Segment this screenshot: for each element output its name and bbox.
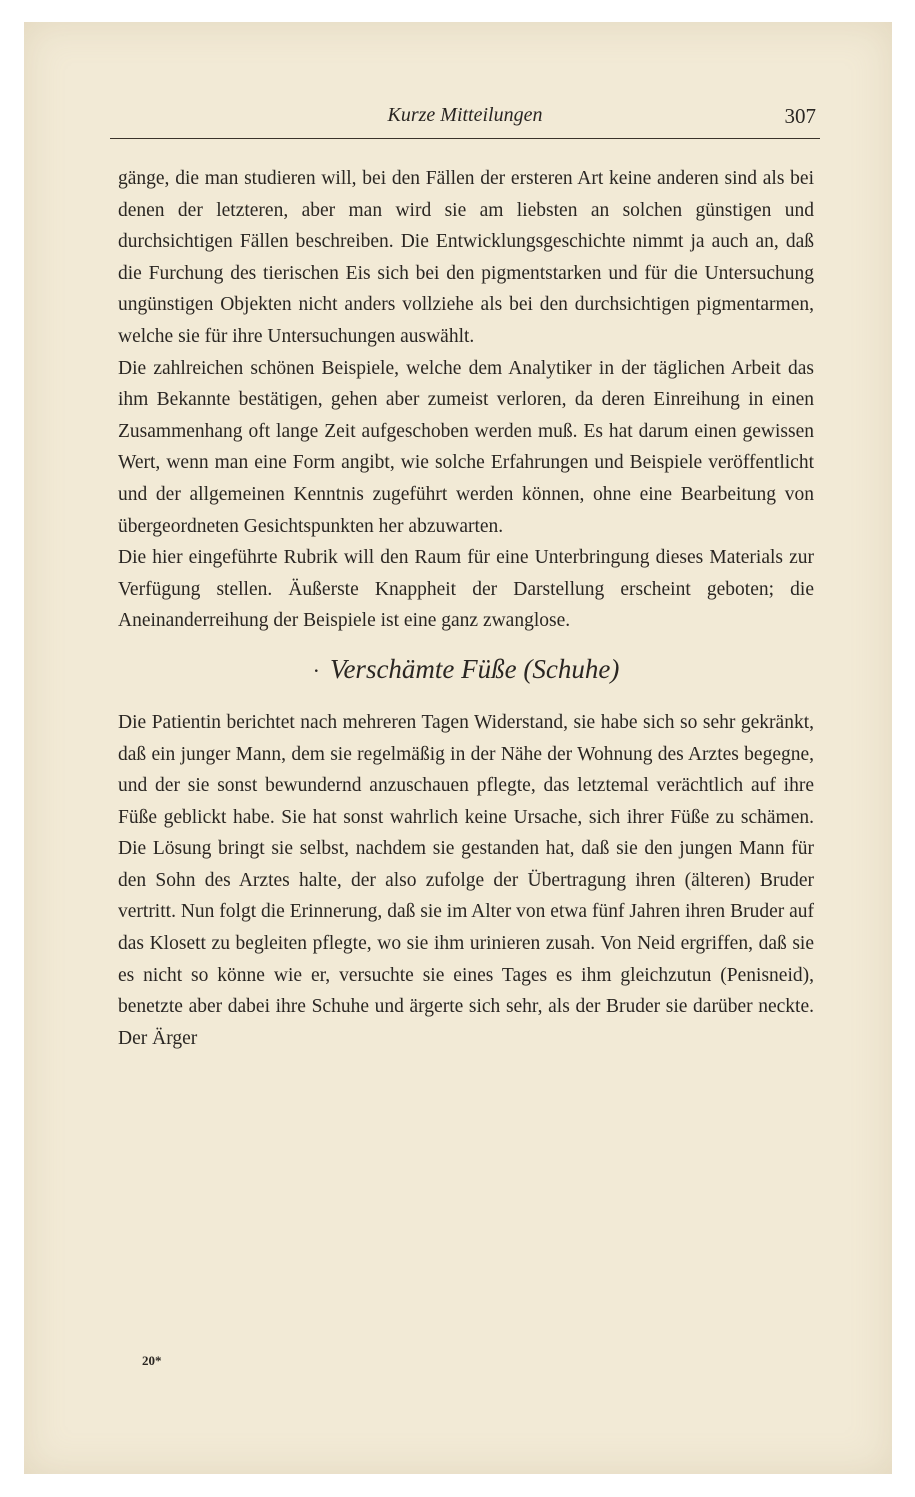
section-heading	[118, 651, 814, 689]
paragraph: Die zahlreichen schönen Beispiele, welche dem Analytiker in der täglichen Arbeit das ihm Bekannte bestätigen, gehen aber zumeist verloren, da deren Einreihung in einen Zusammenhang oft lange Zeit aufgeschoben werden muß. Es hat darum einen gewissen Wert, wenn man eine Form angibt, wie solche Erfahrungen und Beispiele veröffentlicht und der allgemeinen Kenntnis zugeführt werden können, ohne eine Bearbeitung von übergeordneten Gesichtspunkten her abzuwarten.	[118, 357, 814, 537]
paragraph: gänge, die man studieren will, bei den Fällen der ersteren Art keine anderen sind als bei denen der letzteren, aber man wird sie am liebsten an solchen günstigen und durchsichtigen Fällen beschreiben. Die Entwicklungsgeschichte nimmt ja auch an, daß die Furchung des tierischen Eis sich bei den pigmentstarken und für die Untersuchung ungünstigen Objekten nicht anders vollziehe als bei den durchsichtigen pigmentarmen, welche sie für ihre Untersuchungen auswählt.	[118, 168, 814, 347]
body-text	[118, 163, 814, 1054]
signature-mark: 20*	[142, 1353, 162, 1368]
running-header	[110, 104, 820, 139]
paragraph: Die Patientin berichtet nach mehreren Tagen Widerstand, sie habe sich so sehr gekränkt, daß ein junger Mann, dem sie regelmäßig in der Nähe der Wohnung des Arztes begegne, und der sie sonst bewundernd anzuschauen pflegte, das letztemal verächtlich auf ihre Füße geblickt habe. Sie hat sonst wahrlich keine Ursache, sich ihrer Füße zu schämen. Die Lösung bringt sie selbst, nachdem sie gestanden hat, daß sie den jungen Mann für den Sohn des Arztes halte, der also zufolge der Übertragung ihren (älteren) Bruder vertritt. Nun folgt die Erinnerung, daß sie im Alter von etwa fünf Jahren ihren Bruder auf das Klosett zu begleiten pflegte, wo sie ihm urinieren zusah. Von Neid ergriffen, daß sie es nicht so könne wie er, versuchte sie eines Tages es ihm gleichzutun (Penisneid), benetzte aber dabei ihre Schuhe und ärgerte sich sehr, als der Bruder sie darüber neckte. Der Ärger	[118, 711, 814, 1049]
running-title: Kurze Mitteilungen	[387, 104, 543, 126]
page-number: 307	[784, 104, 816, 128]
section-title: Verschämte Füße (Schuhe)	[329, 653, 620, 684]
heading-bullet: ·	[312, 657, 320, 683]
paragraph: Die hier eingeführte Rubrik will den Raum für eine Unterbringung dieses Materials zur Verfügung stellen. Äußerste Knappheit der Darstellung erscheint geboten; die Aneinanderreihung der Beispiele ist eine ganz zwanglose.	[118, 547, 814, 632]
